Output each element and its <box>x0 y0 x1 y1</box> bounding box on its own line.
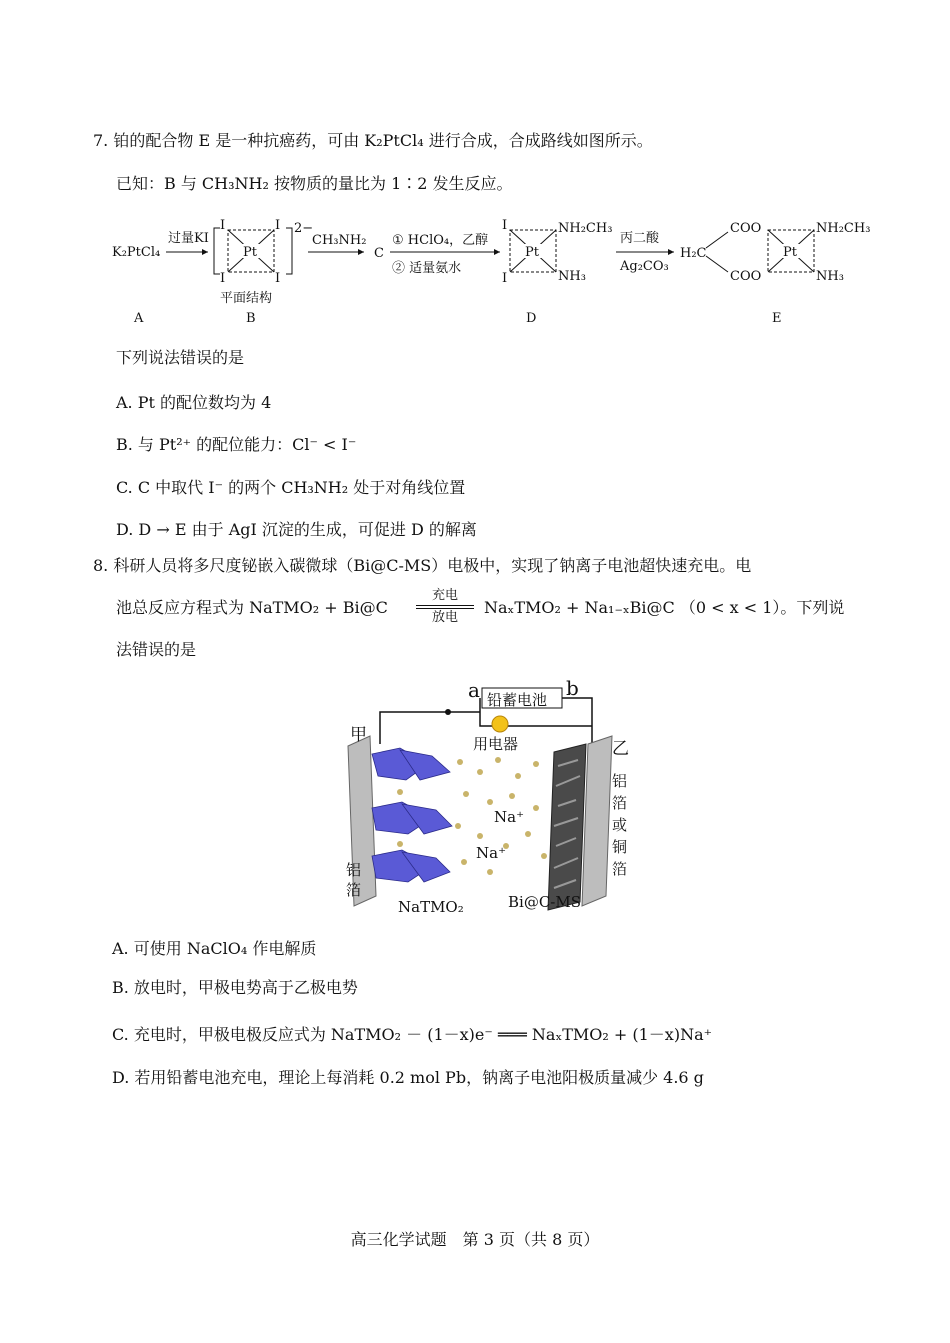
q7-synthesis-scheme <box>108 210 878 335</box>
svg-text:D: D <box>526 311 537 326</box>
svg-text:NH₃: NH₃ <box>816 269 844 284</box>
q7-stem: 7. 铂的配合物 E 是一种抗癌药，可由 K₂PtCl₄ 进行合成，合成路线如图所示。 <box>93 131 653 150</box>
svg-text:Pt: Pt <box>525 245 539 260</box>
svg-text:I: I <box>275 271 281 286</box>
natmo2-label: NaTMO₂ <box>398 898 464 916</box>
q8-stem-line2a: 池总反应方程式为 NaTMO₂ + Bi@C <box>116 598 388 617</box>
q7-option-a: A. Pt 的配位数均为 4 <box>116 393 272 412</box>
scheme-b-note: 平面结构 <box>220 291 273 306</box>
svg-text:A: A <box>134 311 144 326</box>
al-cu-foil-right-label: 铝箔或铜箔 <box>612 772 628 878</box>
q8-stem-line3: 法错误的是 <box>116 640 197 659</box>
svg-text:I: I <box>275 218 281 233</box>
svg-text:Ag₂CO₃: Ag₂CO₃ <box>620 259 669 274</box>
svg-text:CH₃NH₂: CH₃NH₂ <box>312 233 367 248</box>
svg-text:I: I <box>220 218 226 233</box>
q7-option-c: C. C 中取代 I⁻ 的两个 CH₃NH₂ 处于对角线位置 <box>116 478 466 497</box>
page-footer: 高三化学试题 第 3 页（共 8 页） <box>350 1230 600 1249</box>
svg-text:COO: COO <box>730 269 762 284</box>
svg-text:2−: 2− <box>294 221 314 236</box>
svg-text:NH₂CH₃: NH₂CH₃ <box>816 221 871 236</box>
terminal-a-label: a <box>468 678 480 702</box>
q8-option-a: A. 可使用 NaClO₄ 作电解质 <box>112 939 317 958</box>
svg-text:NH₂CH₃: NH₂CH₃ <box>558 221 613 236</box>
svg-text:② 适量氨水: ② 适量氨水 <box>392 261 462 276</box>
bi-c-ms-label: Bi@C-MS <box>508 893 582 911</box>
na-ion-label-2: Na⁺ <box>476 844 506 862</box>
svg-text:① HClO₄，乙醇: ① HClO₄，乙醇 <box>392 233 489 248</box>
q8-battery-figure <box>340 676 640 926</box>
q7-option-d: D. D → E 由于 AgI 沉淀的生成，可促进 D 的解离 <box>116 520 477 539</box>
scheme-a-formula: K₂PtCl₄ <box>112 245 161 260</box>
scheme-arrow1-label: 过量KI <box>168 231 209 246</box>
svg-text:丙二酸: 丙二酸 <box>620 231 660 246</box>
q8-option-d: D. 若用铅蓄电池充电，理论上每消耗 0.2 mol Pb，钠离子电池阳极质量减少 4.6 g <box>112 1068 704 1087</box>
appliance-label: 用电器 <box>473 735 519 753</box>
battery-label: 铅蓄电池 <box>487 691 548 709</box>
svg-text:I: I <box>502 271 508 286</box>
svg-text:I: I <box>502 218 508 233</box>
na-ion-label-1: Na⁺ <box>494 808 524 826</box>
arrow-discharge-label: 放电 <box>431 610 458 625</box>
q8-stem-line2b: NaₓTMO₂ + Na₁₋ₓBi@C （0 < x < 1）。下列说 <box>484 598 845 617</box>
q7-known: 已知：B 与 CH₃NH₂ 按物质的量比为 1∶2 发生反应。 <box>116 174 513 193</box>
svg-text:C: C <box>374 246 384 261</box>
svg-text:H₂C: H₂C <box>680 246 707 261</box>
al-foil-left-label: 铝箔 <box>346 861 362 899</box>
svg-text:E: E <box>772 311 782 326</box>
electrode-jia-label: 甲 <box>350 725 367 745</box>
q8-stem-line1: 8. 科研人员将多尺度铋嵌入碳微球（Bi@C-MS）电极中，实现了钠离子电池超快速充电。电 <box>93 556 752 575</box>
arrow-charge-label: 充电 <box>431 588 458 603</box>
q7-option-b: B. 与 Pt²⁺ 的配位能力：Cl⁻ < I⁻ <box>116 435 357 454</box>
q8-equilibrium-arrow <box>414 588 476 626</box>
svg-text:COO: COO <box>730 221 762 236</box>
svg-text:NH₃: NH₃ <box>558 269 586 284</box>
svg-text:Pt: Pt <box>783 245 797 260</box>
q8-option-b: B. 放电时，甲极电势高于乙极电势 <box>112 978 358 997</box>
q7-prompt: 下列说法错误的是 <box>116 348 245 367</box>
svg-text:Pt: Pt <box>243 245 257 260</box>
electrode-yi-label: 乙 <box>612 739 629 759</box>
terminal-b-label: b <box>566 676 579 700</box>
svg-text:B: B <box>246 311 256 326</box>
svg-text:I: I <box>220 271 226 286</box>
q8-option-c: C. 充电时，甲极电极反应式为 NaTMO₂ － (1－x)e⁻ ═══ NaₓTMO₂ + (1－x)Na⁺ <box>112 1025 713 1044</box>
